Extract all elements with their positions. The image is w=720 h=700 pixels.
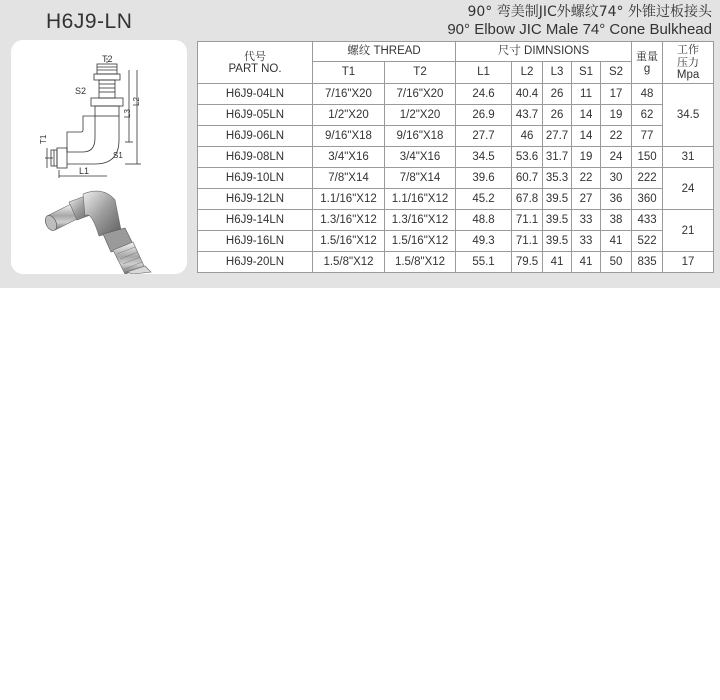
cell-weight: 835: [632, 252, 663, 273]
cell-t1: 9/16"X18: [313, 126, 385, 147]
cell-s1: 19: [572, 147, 601, 168]
cell-l3: 27.7: [543, 126, 572, 147]
catalog-sheet: [0, 0, 720, 288]
cell-s2: 22: [601, 126, 632, 147]
cell-pressure: 34.5: [663, 84, 714, 147]
cell-l3: 31.7: [543, 147, 572, 168]
cell-s1: 14: [572, 126, 601, 147]
cell-t1: 7/16"X20: [313, 84, 385, 105]
cell-l1: 26.9: [456, 105, 512, 126]
label-s1: S1: [113, 151, 123, 160]
subheader-s2: S2: [601, 62, 632, 84]
cell-l1: 49.3: [456, 231, 512, 252]
cell-t2: 1.1/16"X12: [385, 189, 456, 210]
cell-s2: 17: [601, 84, 632, 105]
cell-s2: 41: [601, 231, 632, 252]
cell-weight: 150: [632, 147, 663, 168]
cell-t2: 3/4"X16: [385, 147, 456, 168]
table-row: [198, 210, 714, 231]
cell-l1: 27.7: [456, 126, 512, 147]
cell-part: H6J9-16LN: [198, 231, 313, 252]
table-row: [198, 147, 714, 168]
cell-part: H6J9-06LN: [198, 126, 313, 147]
cell-pressure: 31: [663, 147, 714, 168]
cell-part: H6J9-12LN: [198, 189, 313, 210]
description-english: 90° Elbow JIC Male 74° Cone Bulkhead: [447, 21, 712, 38]
cell-t2: 1.3/16"X12: [385, 210, 456, 231]
cell-l1: 55.1: [456, 252, 512, 273]
cell-s1: 27: [572, 189, 601, 210]
cell-weight: 433: [632, 210, 663, 231]
label-l3: L3: [123, 109, 132, 118]
header-dimensions: 尺寸 DIMNSIONS: [456, 42, 632, 62]
cell-l2: 40.4: [512, 84, 543, 105]
cell-weight: 48: [632, 84, 663, 105]
cell-part: H6J9-04LN: [198, 84, 313, 105]
cell-l2: 71.1: [512, 231, 543, 252]
cell-t2: 1/2"X20: [385, 105, 456, 126]
cell-t1: 1.5/8"X12: [313, 252, 385, 273]
subheader-s1: S1: [572, 62, 601, 84]
cell-t1: 1.3/16"X12: [313, 210, 385, 231]
table-row: [198, 168, 714, 189]
cell-l3: 26: [543, 105, 572, 126]
cell-l3: 39.5: [543, 231, 572, 252]
cell-l3: 26: [543, 84, 572, 105]
cell-s1: 41: [572, 252, 601, 273]
table-row: [198, 126, 714, 147]
cell-l1: 48.8: [456, 210, 512, 231]
table-row: [198, 189, 714, 210]
cell-l1: 34.5: [456, 147, 512, 168]
cell-l3: 39.5: [543, 210, 572, 231]
cell-s1: 33: [572, 231, 601, 252]
cell-l3: 41: [543, 252, 572, 273]
cell-s1: 33: [572, 210, 601, 231]
cell-pressure: 21: [663, 210, 714, 252]
cell-weight: 522: [632, 231, 663, 252]
cell-weight: 222: [632, 168, 663, 189]
subheader-l1: L1: [456, 62, 512, 84]
table-row: [198, 252, 714, 273]
cell-l1: 39.6: [456, 168, 512, 189]
cell-s2: 30: [601, 168, 632, 189]
product-photo: [43, 191, 151, 274]
cell-s1: 22: [572, 168, 601, 189]
cell-l1: 24.6: [456, 84, 512, 105]
table-row: [198, 84, 714, 105]
cell-t2: 9/16"X18: [385, 126, 456, 147]
cell-weight: 77: [632, 126, 663, 147]
description-chinese: 90° 弯美制JIC外螺纹74° 外锥过板接头: [467, 4, 712, 20]
cell-l1: 45.2: [456, 189, 512, 210]
technical-drawing: [11, 40, 187, 274]
cell-l2: 67.8: [512, 189, 543, 210]
spec-table: [197, 41, 714, 273]
header-part-no: 代号 PART NO.: [198, 42, 313, 84]
cell-pressure: 24: [663, 168, 714, 210]
cell-part: H6J9-08LN: [198, 147, 313, 168]
cell-part: H6J9-10LN: [198, 168, 313, 189]
cell-t1: 1/2"X20: [313, 105, 385, 126]
cell-t1: 1.1/16"X12: [313, 189, 385, 210]
cell-s2: 36: [601, 189, 632, 210]
cell-part: H6J9-20LN: [198, 252, 313, 273]
subheader-l3: L3: [543, 62, 572, 84]
label-l1: L1: [79, 166, 90, 176]
cell-t2: 1.5/8"X12: [385, 252, 456, 273]
cell-s2: 38: [601, 210, 632, 231]
cell-s2: 19: [601, 105, 632, 126]
cell-part: H6J9-05LN: [198, 105, 313, 126]
label-l2: L2: [132, 97, 141, 106]
cell-t2: 7/16"X20: [385, 84, 456, 105]
product-image-panel: [11, 40, 187, 274]
cell-l2: 46: [512, 126, 543, 147]
cell-s2: 24: [601, 147, 632, 168]
header-weight: 重量 g: [632, 42, 663, 84]
label-s2: S2: [75, 86, 87, 96]
subheader-t1: T1: [313, 62, 385, 84]
cell-pressure: 17: [663, 252, 714, 273]
label-t2: T2: [102, 54, 113, 64]
cell-s1: 14: [572, 105, 601, 126]
cell-weight: 360: [632, 189, 663, 210]
cell-t2: 1.5/16"X12: [385, 231, 456, 252]
part-code-title: H6J9-LN: [46, 10, 133, 33]
header-pressure: 工作 压力 Mpa: [663, 42, 714, 84]
header-thread: 螺纹 THREAD: [313, 42, 456, 62]
cell-t1: 1.5/16"X12: [313, 231, 385, 252]
cell-l3: 39.5: [543, 189, 572, 210]
cell-t1: 3/4"X16: [313, 147, 385, 168]
subheader-l2: L2: [512, 62, 543, 84]
cell-l2: 71.1: [512, 210, 543, 231]
subheader-t2: T2: [385, 62, 456, 84]
cell-t2: 7/8"X14: [385, 168, 456, 189]
cell-weight: 62: [632, 105, 663, 126]
table-row: [198, 231, 714, 252]
cell-s2: 50: [601, 252, 632, 273]
cell-l2: 79.5: [512, 252, 543, 273]
cell-part: H6J9-14LN: [198, 210, 313, 231]
table-row: [198, 105, 714, 126]
cell-l2: 60.7: [512, 168, 543, 189]
label-t1: T1: [39, 134, 48, 144]
cell-l3: 35.3: [543, 168, 572, 189]
cell-l2: 53.6: [512, 147, 543, 168]
cell-s1: 11: [572, 84, 601, 105]
cell-l2: 43.7: [512, 105, 543, 126]
product-description: [447, 4, 712, 38]
cell-t1: 7/8"X14: [313, 168, 385, 189]
